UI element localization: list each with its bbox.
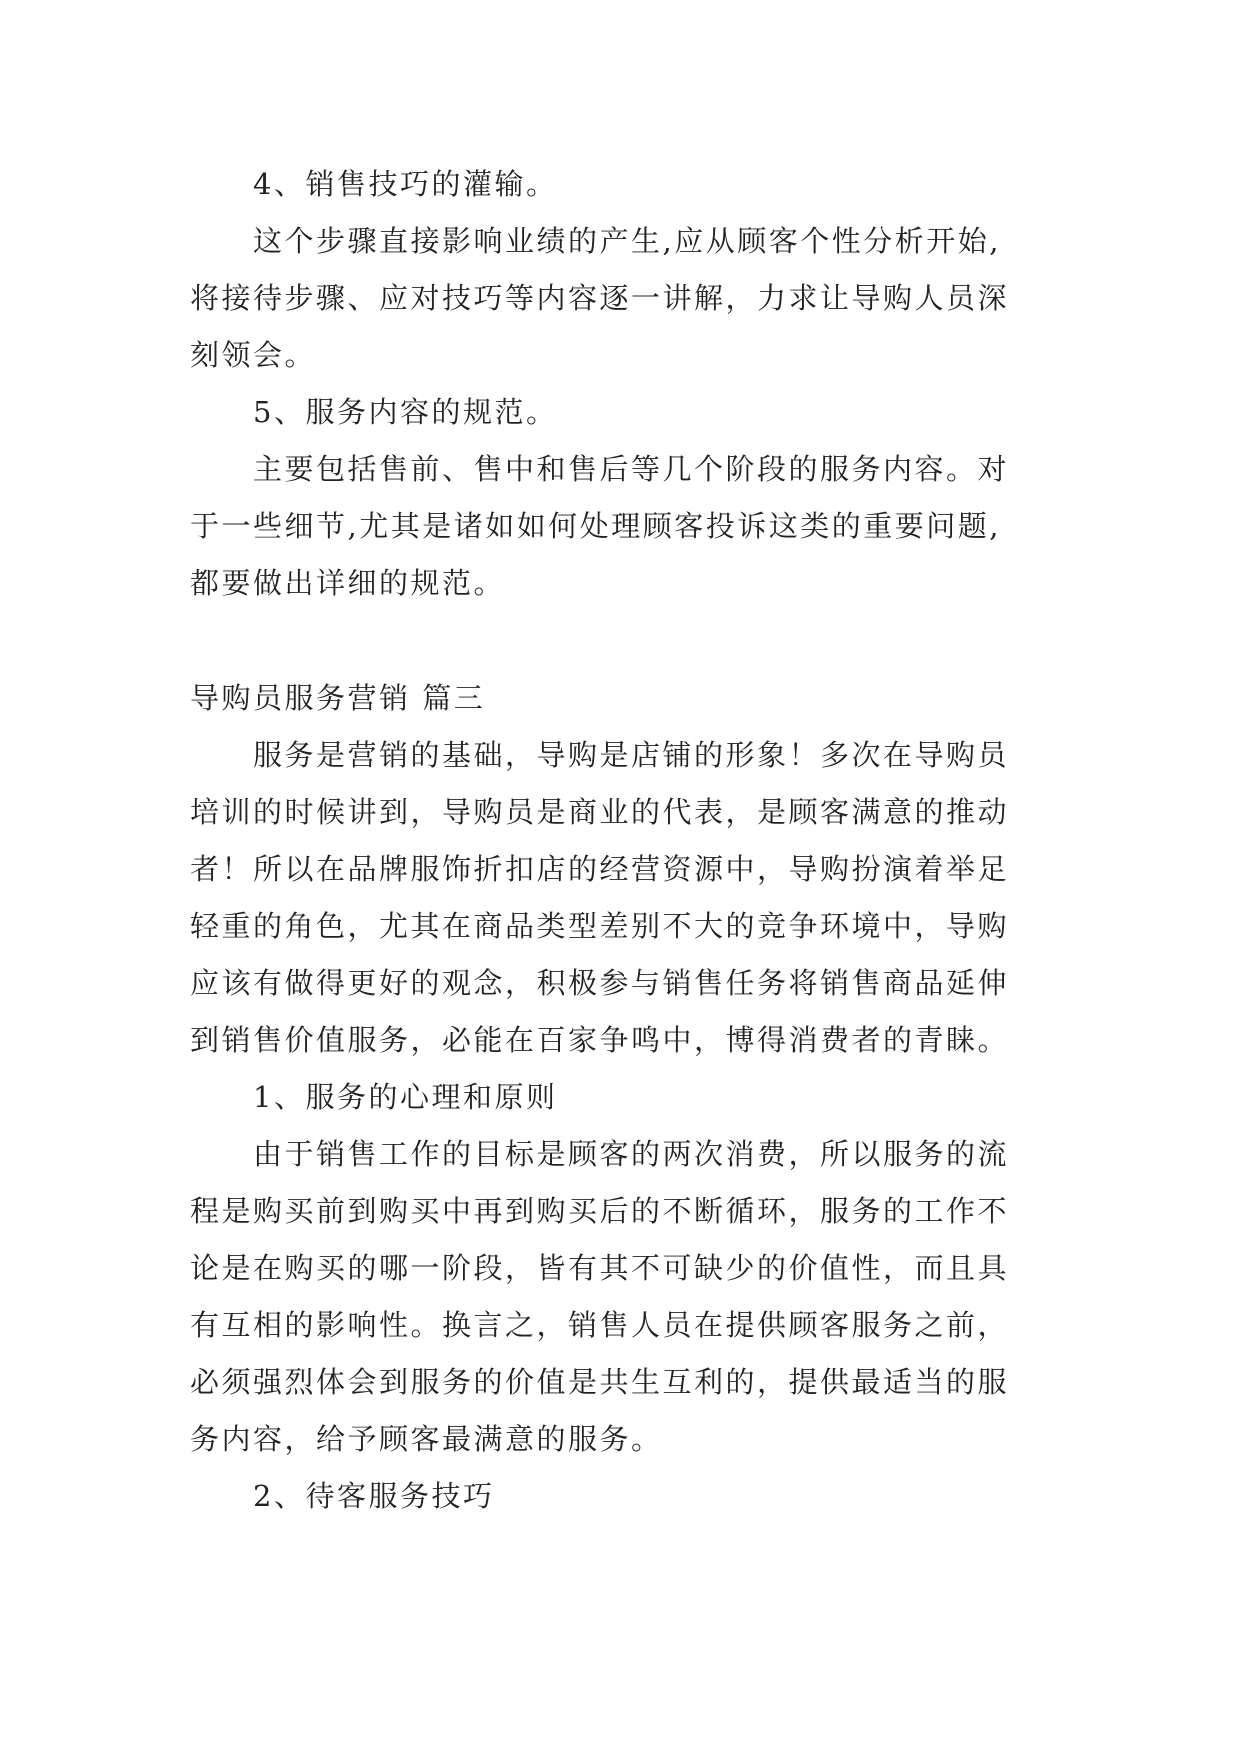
paragraph-line: 有互相的影响性。换言之，销售人员在提供顾客服务之前， (190, 1308, 1010, 1342)
paragraph-line: 应该有做得更好的观念，积极参与销售任务将销售商品延伸 (190, 966, 1010, 1000)
paragraph-line: 主要包括售前、售中和售后等几个阶段的服务内容。对 (253, 452, 1010, 486)
paragraph-line: 论是在购买的哪一阶段，皆有其不可缺少的价值性，而且具 (190, 1251, 1010, 1285)
paragraph-line: 务内容，给予顾客最满意的服务。 (190, 1422, 663, 1456)
paragraph-line: 程是购买前到购买中再到购买后的不断循环，服务的工作不 (190, 1194, 1010, 1228)
section-heading-1: 1、服务的心理和原则 (253, 1080, 558, 1114)
paragraph-line: 到销售价值服务，必能在百家争鸣中，博得消费者的青睐。 (190, 1023, 1010, 1057)
paragraph-line: 者！所以在品牌服饰折扣店的经营资源中，导购扮演着举足 (190, 852, 1010, 886)
paragraph-line: 于一些细节,尤其是诸如如何处理顾客投诉这类的重要问题, (190, 509, 1001, 543)
paragraph-line: 刻领会。 (190, 338, 317, 372)
paragraph-line: 这个步骤直接影响业绩的产生,应从顾客个性分析开始, (253, 224, 1001, 258)
article-title: 导购员服务营销 篇三 (190, 681, 486, 715)
paragraph-line: 由于销售工作的目标是顾客的两次消费，所以服务的流 (253, 1137, 1010, 1171)
paragraph-line: 轻重的角色，尤其在商品类型差别不大的竞争环境中，导购 (190, 909, 1010, 943)
section-heading-4: 4、销售技巧的灌输。 (253, 167, 558, 201)
paragraph-line: 将接待步骤、应对技巧等内容逐一讲解，力求让导购人员深 (190, 281, 1010, 315)
paragraph-line: 培训的时候讲到，导购员是商业的代表，是顾客满意的推动 (190, 795, 1010, 829)
paragraph-line: 服务是营销的基础，导购是店铺的形象！多次在导购员 (253, 738, 1010, 772)
section-heading-5: 5、服务内容的规范。 (253, 395, 558, 429)
paragraph-line: 必须强烈体会到服务的价值是共生互利的，提供最适当的服 (190, 1365, 1010, 1399)
paragraph-line: 都要做出详细的规范。 (190, 566, 506, 600)
section-heading-2: 2、待客服务技巧 (253, 1479, 495, 1513)
